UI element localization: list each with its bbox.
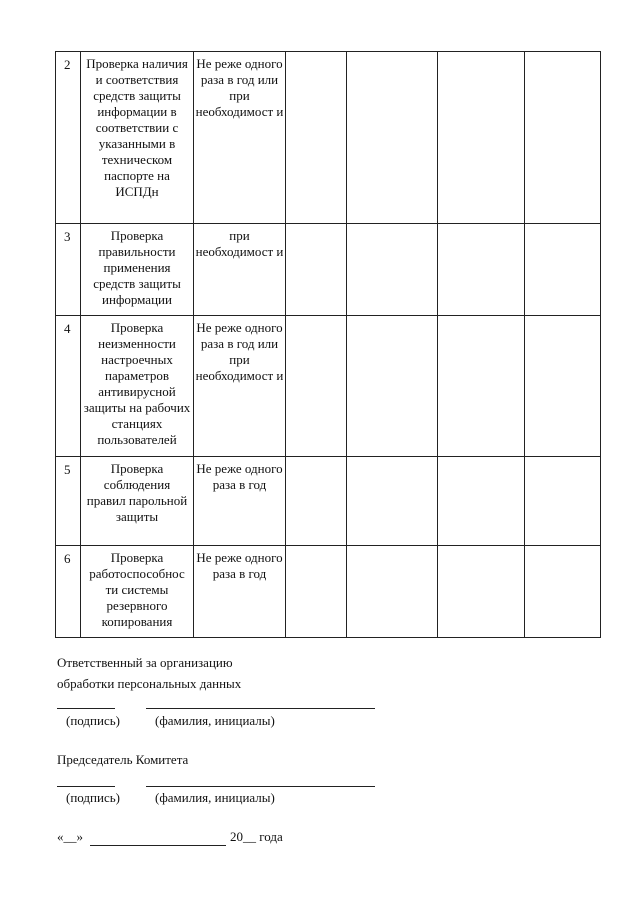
empty-cell [525,546,601,638]
empty-cell [347,52,438,224]
name-line [146,708,375,709]
responsible-heading [57,652,241,694]
row-number: 4 [56,316,81,457]
empty-cell [438,546,525,638]
date-day: «__» [57,829,83,844]
check-periodicity: Не реже одного раза в год [194,546,286,638]
check-description: Проверка соблюдения правил парольной защиты [81,457,194,546]
check-periodicity: Не реже одного раза в год или при необходимост и [194,52,286,224]
check-description: Проверка работоспособнос ти системы резервного копирования [81,546,194,638]
empty-cell [525,316,601,457]
empty-cell [525,457,601,546]
signature-line [57,708,115,709]
check-description: Проверка правильности применения средств защиты информации [81,224,194,316]
empty-cell [286,52,347,224]
empty-cell [286,457,347,546]
name-caption: (фамилия, инициалы) [155,790,275,805]
row-number: 2 [56,52,81,224]
check-description: Проверка неизменности настроечных параметров антивирусной защиты на рабочих станциях пользователей [81,316,194,457]
table-row [56,316,601,457]
empty-cell [286,316,347,457]
name-line [146,786,375,787]
check-periodicity: при необходимост и [194,224,286,316]
empty-cell [525,52,601,224]
empty-cell [347,457,438,546]
empty-cell [286,224,347,316]
empty-cell [525,224,601,316]
row-number: 6 [56,546,81,638]
empty-cell [286,546,347,638]
row-number: 3 [56,224,81,316]
table-row [56,224,601,316]
table-row [56,457,601,546]
responsible-line-1: Ответственный за организацию [57,655,233,670]
empty-cell [438,457,525,546]
check-description: Проверка наличия и соответствия средств защиты информации в соответствии с указанными в техническом паспорте на ИСПДн [81,52,194,224]
chairman-heading: Председатель Комитета [57,752,189,767]
empty-cell [438,52,525,224]
signature-caption: (подпись) [66,713,120,728]
date-line [90,845,226,846]
signature-line [57,786,115,787]
empty-cell [347,316,438,457]
date-year: 20__ года [230,829,283,844]
empty-cell [438,316,525,457]
empty-cell [347,546,438,638]
control-table [55,51,601,638]
check-periodicity: Не реже одного раза в год или при необходимост и [194,316,286,457]
empty-cell [438,224,525,316]
responsible-line-2: обработки персональных данных [57,676,242,691]
empty-cell [347,224,438,316]
check-periodicity: Не реже одного раза в год [194,457,286,546]
name-caption: (фамилия, инициалы) [155,713,275,728]
table-row [56,52,601,224]
signature-caption: (подпись) [66,790,120,805]
table-row [56,546,601,638]
row-number: 5 [56,457,81,546]
